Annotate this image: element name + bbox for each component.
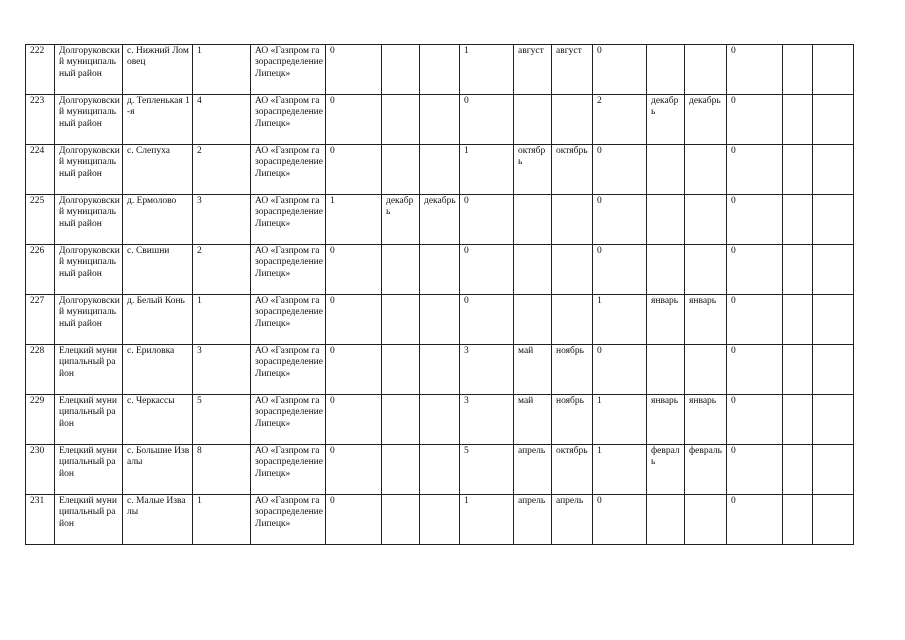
g3-start-cell: январь <box>647 395 685 445</box>
locality-cell: с. Малые Извалы <box>123 495 193 545</box>
g2-start-cell <box>514 195 552 245</box>
locality-cell: д. Белый Конь <box>123 295 193 345</box>
g1-end-cell <box>420 145 460 195</box>
district-cell: Елецкий муниципальный район <box>55 395 123 445</box>
district-cell: Долгоруковский муниципальный район <box>55 295 123 345</box>
g1-end-cell <box>420 45 460 95</box>
locality-cell: с. Черкассы <box>123 395 193 445</box>
g3-start-cell <box>647 245 685 295</box>
g4-start-cell <box>783 495 813 545</box>
table-row <box>26 395 854 445</box>
table-row <box>26 95 854 145</box>
g3-end-cell <box>685 195 727 245</box>
g1-end-cell <box>420 295 460 345</box>
district-cell: Долгоруковский муниципальный район <box>55 45 123 95</box>
g4-end-cell <box>813 95 854 145</box>
locality-cell: с. Ериловка <box>123 345 193 395</box>
locality-cell: с. Нижний Ломовец <box>123 45 193 95</box>
count-cell: 5 <box>193 395 251 445</box>
g4-start-cell <box>783 295 813 345</box>
organization-cell: АО «Газпром газораспределение Липецк» <box>251 195 326 245</box>
g1-end-cell <box>420 495 460 545</box>
data-table <box>25 44 854 545</box>
g4-start-cell <box>783 45 813 95</box>
g3-start-cell: декабрь <box>647 95 685 145</box>
g2-start-cell: май <box>514 345 552 395</box>
g2-count-cell: 0 <box>460 295 514 345</box>
g2-count-cell: 0 <box>460 245 514 295</box>
g2-count-cell: 1 <box>460 45 514 95</box>
row-number-cell: 228 <box>26 345 55 395</box>
g1-count-cell: 0 <box>326 95 382 145</box>
g2-start-cell <box>514 295 552 345</box>
g1-start-cell <box>382 345 420 395</box>
district-cell: Елецкий муниципальный район <box>55 495 123 545</box>
count-cell: 8 <box>193 445 251 495</box>
g4-count-cell: 0 <box>727 95 783 145</box>
g2-end-cell: октябрь <box>552 145 593 195</box>
table-row <box>26 145 854 195</box>
g4-start-cell <box>783 145 813 195</box>
g3-start-cell <box>647 145 685 195</box>
g2-end-cell: август <box>552 45 593 95</box>
g2-count-cell: 3 <box>460 395 514 445</box>
district-cell: Долгоруковский муниципальный район <box>55 95 123 145</box>
locality-cell: с. Большие Извалы <box>123 445 193 495</box>
row-number-cell: 225 <box>26 195 55 245</box>
g4-count-cell: 0 <box>727 295 783 345</box>
table-row <box>26 445 854 495</box>
g3-start-cell <box>647 345 685 395</box>
g2-start-cell: апрель <box>514 445 552 495</box>
g3-end-cell <box>685 345 727 395</box>
g1-start-cell <box>382 95 420 145</box>
g1-count-cell: 0 <box>326 245 382 295</box>
g4-start-cell <box>783 195 813 245</box>
g1-count-cell: 0 <box>326 345 382 395</box>
g3-start-cell <box>647 45 685 95</box>
row-number-cell: 230 <box>26 445 55 495</box>
district-cell: Долгоруковский муниципальный район <box>55 245 123 295</box>
g3-count-cell: 0 <box>593 245 647 295</box>
table-row <box>26 345 854 395</box>
g3-start-cell: январь <box>647 295 685 345</box>
g1-end-cell <box>420 395 460 445</box>
g1-start-cell <box>382 45 420 95</box>
g1-count-cell: 0 <box>326 295 382 345</box>
g2-end-cell: октябрь <box>552 445 593 495</box>
g4-count-cell: 0 <box>727 245 783 295</box>
locality-cell: д. Ермолово <box>123 195 193 245</box>
g3-count-cell: 0 <box>593 45 647 95</box>
organization-cell: АО «Газпром газораспределение Липецк» <box>251 145 326 195</box>
g1-start-cell <box>382 295 420 345</box>
row-number-cell: 229 <box>26 395 55 445</box>
g2-count-cell: 0 <box>460 195 514 245</box>
g4-end-cell <box>813 445 854 495</box>
g4-start-cell <box>783 95 813 145</box>
organization-cell: АО «Газпром газораспределение Липецк» <box>251 45 326 95</box>
g1-end-cell: декабрь <box>420 195 460 245</box>
g2-end-cell: апрель <box>552 495 593 545</box>
district-cell: Елецкий муниципальный район <box>55 445 123 495</box>
g2-start-cell: май <box>514 395 552 445</box>
row-number-cell: 222 <box>26 45 55 95</box>
g3-end-cell: январь <box>685 295 727 345</box>
g1-count-cell: 0 <box>326 145 382 195</box>
count-cell: 3 <box>193 345 251 395</box>
g3-start-cell <box>647 195 685 245</box>
count-cell: 1 <box>193 45 251 95</box>
locality-cell: с. Свишни <box>123 245 193 295</box>
g4-count-cell: 0 <box>727 45 783 95</box>
g2-start-cell: август <box>514 45 552 95</box>
organization-cell: АО «Газпром газораспределение Липецк» <box>251 295 326 345</box>
g2-start-cell <box>514 245 552 295</box>
g3-start-cell: февраль <box>647 445 685 495</box>
row-number-cell: 227 <box>26 295 55 345</box>
g1-start-cell <box>382 445 420 495</box>
g2-count-cell: 1 <box>460 145 514 195</box>
g3-count-cell: 0 <box>593 195 647 245</box>
table-row <box>26 245 854 295</box>
g1-start-cell <box>382 245 420 295</box>
organization-cell: АО «Газпром газораспределение Липецк» <box>251 395 326 445</box>
g3-start-cell <box>647 495 685 545</box>
g1-end-cell <box>420 445 460 495</box>
g4-end-cell <box>813 345 854 395</box>
g4-count-cell: 0 <box>727 345 783 395</box>
g4-start-cell <box>783 245 813 295</box>
g4-start-cell <box>783 445 813 495</box>
organization-cell: АО «Газпром газораспределение Липецк» <box>251 345 326 395</box>
g3-end-cell <box>685 145 727 195</box>
g3-end-cell: декабрь <box>685 95 727 145</box>
g4-end-cell <box>813 145 854 195</box>
locality-cell: д. Тепленькая 1-я <box>123 95 193 145</box>
g3-count-cell: 0 <box>593 495 647 545</box>
g2-start-cell: апрель <box>514 495 552 545</box>
g2-end-cell <box>552 95 593 145</box>
g1-start-cell <box>382 145 420 195</box>
g3-end-cell <box>685 245 727 295</box>
g4-end-cell <box>813 245 854 295</box>
g4-start-cell <box>783 395 813 445</box>
g1-end-cell <box>420 95 460 145</box>
count-cell: 1 <box>193 295 251 345</box>
g2-end-cell <box>552 195 593 245</box>
g3-end-cell: январь <box>685 395 727 445</box>
g4-count-cell: 0 <box>727 195 783 245</box>
g4-count-cell: 0 <box>727 495 783 545</box>
g3-end-cell: февраль <box>685 445 727 495</box>
g3-end-cell <box>685 45 727 95</box>
g3-count-cell: 1 <box>593 445 647 495</box>
count-cell: 4 <box>193 95 251 145</box>
g4-end-cell <box>813 45 854 95</box>
g4-count-cell: 0 <box>727 145 783 195</box>
g2-start-cell: октябрь <box>514 145 552 195</box>
g1-end-cell <box>420 345 460 395</box>
g4-end-cell <box>813 395 854 445</box>
g4-count-cell: 0 <box>727 445 783 495</box>
g3-end-cell <box>685 495 727 545</box>
g4-end-cell <box>813 495 854 545</box>
locality-cell: с. Слепуха <box>123 145 193 195</box>
organization-cell: АО «Газпром газораспределение Липецк» <box>251 445 326 495</box>
row-number-cell: 231 <box>26 495 55 545</box>
count-cell: 2 <box>193 245 251 295</box>
g1-start-cell: декабрь <box>382 195 420 245</box>
g3-count-cell: 2 <box>593 95 647 145</box>
g1-start-cell <box>382 395 420 445</box>
g2-count-cell: 0 <box>460 95 514 145</box>
count-cell: 3 <box>193 195 251 245</box>
table-row <box>26 295 854 345</box>
g2-end-cell <box>552 295 593 345</box>
g4-end-cell <box>813 195 854 245</box>
g2-count-cell: 1 <box>460 495 514 545</box>
g3-count-cell: 0 <box>593 145 647 195</box>
g4-end-cell <box>813 295 854 345</box>
g1-count-cell: 0 <box>326 445 382 495</box>
g1-count-cell: 0 <box>326 495 382 545</box>
g2-start-cell <box>514 95 552 145</box>
g1-end-cell <box>420 245 460 295</box>
g1-count-cell: 0 <box>326 395 382 445</box>
g2-end-cell: ноябрь <box>552 395 593 445</box>
district-cell: Долгоруковский муниципальный район <box>55 145 123 195</box>
g3-count-cell: 1 <box>593 395 647 445</box>
district-cell: Долгоруковский муниципальный район <box>55 195 123 245</box>
table-row <box>26 45 854 95</box>
table-row <box>26 195 854 245</box>
district-cell: Елецкий муниципальный район <box>55 345 123 395</box>
row-number-cell: 223 <box>26 95 55 145</box>
g3-count-cell: 1 <box>593 295 647 345</box>
row-number-cell: 224 <box>26 145 55 195</box>
g1-count-cell: 1 <box>326 195 382 245</box>
g3-count-cell: 0 <box>593 345 647 395</box>
row-number-cell: 226 <box>26 245 55 295</box>
g2-count-cell: 3 <box>460 345 514 395</box>
organization-cell: АО «Газпром газораспределение Липецк» <box>251 495 326 545</box>
g1-start-cell <box>382 495 420 545</box>
count-cell: 2 <box>193 145 251 195</box>
g2-end-cell <box>552 245 593 295</box>
count-cell: 1 <box>193 495 251 545</box>
organization-cell: АО «Газпром газораспределение Липецк» <box>251 245 326 295</box>
table-body <box>26 45 854 545</box>
g2-end-cell: ноябрь <box>552 345 593 395</box>
g2-count-cell: 5 <box>460 445 514 495</box>
organization-cell: АО «Газпром газораспределение Липецк» <box>251 95 326 145</box>
table-row <box>26 495 854 545</box>
g4-start-cell <box>783 345 813 395</box>
g1-count-cell: 0 <box>326 45 382 95</box>
g4-count-cell: 0 <box>727 395 783 445</box>
